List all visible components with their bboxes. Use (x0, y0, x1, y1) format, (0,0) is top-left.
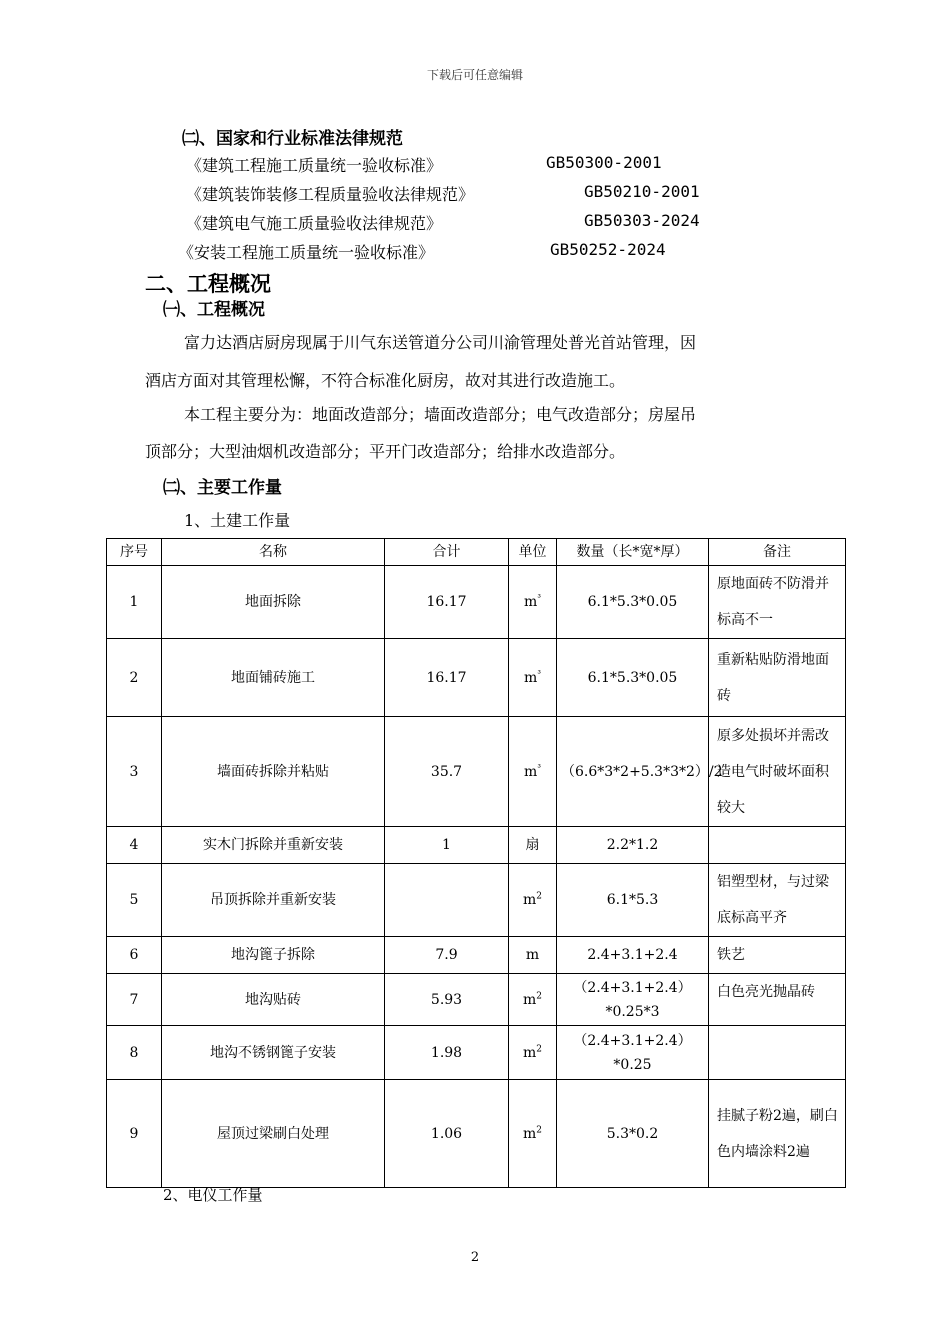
item-name: 地面铺砖施工 (162, 639, 385, 717)
row-number: 6 (107, 937, 162, 974)
item-name: 地面拆除 (162, 566, 385, 639)
item-quantity: 2.2*1.2 (557, 827, 709, 864)
column-header: 单位 (509, 539, 557, 566)
item-note (709, 827, 846, 864)
row-number: 2 (107, 639, 162, 717)
page-number: 2 (470, 1250, 480, 1265)
item-note (709, 1026, 846, 1080)
column-header: 合计 (385, 539, 509, 566)
item-note: 原多处损坏并需改造电气时破坏面积较大 (709, 717, 846, 827)
item-note: 重新粘贴防滑地面砖 (709, 639, 846, 717)
item-quantity: （2.4+3.1+2.4）*0.25 (557, 1026, 709, 1080)
item-note: 铝塑型材，与过梁底标高平齐 (709, 864, 846, 937)
table-row (107, 639, 846, 717)
unit-superscript: 2 (536, 990, 542, 1001)
item-total: 16.17 (385, 566, 509, 639)
overview-paragraph-line: 顶部分；大型油烟机改造部分；平开门改造部分；给排水改造部分。 (145, 442, 626, 461)
item-name: 屋顶过梁刷白处理 (162, 1080, 385, 1188)
item-note: 白色亮光抛晶砖 (709, 974, 846, 1026)
unit-superscript: ³ (537, 762, 541, 773)
electrical-workload-label: 2、电仪工作量 (163, 1186, 263, 1204)
unit-superscript: 2 (536, 1043, 542, 1054)
table-row (107, 937, 846, 974)
table-row (107, 864, 846, 937)
item-unit (509, 937, 557, 974)
unit-base: m (522, 1044, 537, 1061)
unit-superscript: ³ (537, 668, 541, 679)
unit-superscript: 2 (536, 1124, 542, 1135)
item-name: 地沟篦子拆除 (162, 937, 385, 974)
item-total: 16.17 (385, 639, 509, 717)
unit-base: m (522, 892, 537, 908)
table-row (107, 974, 846, 1026)
standard-code: GB50252-2024 (550, 240, 666, 259)
overview-paragraph-line: 本工程主要分为：地面改造部分；墙面改造部分；电气改造部分；房屋吊 (184, 405, 697, 424)
item-unit (509, 639, 557, 717)
standard-name: 《建筑电气施工质量验收法律规范》 (186, 214, 443, 233)
item-total: 7.9 (385, 937, 509, 974)
item-name: 吊顶拆除并重新安装 (162, 864, 385, 937)
unit-base: 扇 (525, 837, 540, 853)
table-header-row (107, 539, 846, 566)
item-note: 铁艺 (709, 937, 846, 974)
row-number: 1 (107, 566, 162, 639)
item-name: 地沟不锈钢篦子安装 (162, 1026, 385, 1080)
item-total: 1 (385, 827, 509, 864)
item-unit (509, 864, 557, 937)
row-number: 8 (107, 1026, 162, 1080)
item-quantity: （2.4+3.1+2.4）*0.25*3 (557, 974, 709, 1026)
table-row (107, 717, 846, 827)
item-name: 墙面砖拆除并粘贴 (162, 717, 385, 827)
item-unit (509, 827, 557, 864)
unit-base: m (525, 947, 540, 963)
table-row (107, 1080, 846, 1188)
unit-base: m (522, 1125, 537, 1142)
unit-base: m (524, 594, 538, 610)
unit-base: m (524, 763, 538, 780)
row-number: 4 (107, 827, 162, 864)
civil-workload-label: 1、土建工作量 (184, 511, 291, 530)
table-row (107, 566, 846, 639)
row-number: 3 (107, 717, 162, 827)
row-number: 5 (107, 864, 162, 937)
unit-superscript: 2 (536, 891, 542, 902)
item-name: 地沟贴砖 (162, 974, 385, 1026)
item-unit (509, 717, 557, 827)
item-quantity: 6.1*5.3*0.05 (557, 566, 709, 639)
table-row (107, 1026, 846, 1080)
civil-workload-table (106, 538, 846, 1188)
column-header: 备注 (709, 539, 846, 566)
table-row (107, 827, 846, 864)
item-total (385, 864, 509, 937)
item-total: 35.7 (385, 717, 509, 827)
overview-heading: 二、工程概况 (145, 272, 271, 296)
item-total: 1.06 (385, 1080, 509, 1188)
page-header: 下载后可任意编辑 (426, 68, 523, 82)
item-quantity: 6.1*5.3*0.05 (557, 639, 709, 717)
item-quantity: 5.3*0.2 (557, 1080, 709, 1188)
item-unit (509, 1080, 557, 1188)
item-quantity: （6.6*3*2+5.3*3*2）/2 (557, 717, 709, 827)
item-note: 挂腻子粉2遍，刷白色内墙涂料2遍 (709, 1080, 846, 1188)
column-header: 数量（长*宽*厚） (557, 539, 709, 566)
standards-heading: ㈡、国家和行业标准法律规范 (182, 129, 403, 149)
workload-subheading: ㈡、主要工作量 (163, 478, 282, 498)
item-note: 原地面砖不防滑并标高不一 (709, 566, 846, 639)
item-quantity: 2.4+3.1+2.4 (557, 937, 709, 974)
standard-name: 《安装工程施工质量统一验收标准》 (178, 243, 435, 262)
overview-paragraph-line: 酒店方面对其管理松懈，不符合标准化厨房，故对其进行改造施工。 (145, 371, 626, 390)
standard-code: GB50210-2001 (584, 182, 700, 201)
item-unit (509, 566, 557, 639)
item-unit (509, 974, 557, 1026)
unit-superscript: ³ (537, 593, 541, 604)
item-total: 5.93 (385, 974, 509, 1026)
standard-code: GB50300-2001 (546, 153, 662, 172)
standard-code: GB50303-2024 (584, 211, 700, 230)
overview-paragraph-line: 富力达酒店厨房现属于川气东送管道分公司川渝管理处普光首站管理，因 (184, 333, 697, 352)
unit-base: m (524, 669, 538, 686)
standard-name: 《建筑工程施工质量统一验收标准》 (186, 156, 443, 175)
standard-name: 《建筑装饰装修工程质量验收法律规范》 (186, 185, 475, 204)
overview-subheading: ㈠、工程概况 (163, 300, 265, 320)
item-total: 1.98 (385, 1026, 509, 1080)
item-quantity: 6.1*5.3 (557, 864, 709, 937)
unit-base: m (522, 991, 537, 1008)
column-header: 序号 (107, 539, 162, 566)
row-number: 7 (107, 974, 162, 1026)
item-name: 实木门拆除并重新安装 (162, 827, 385, 864)
column-header: 名称 (162, 539, 385, 566)
row-number: 9 (107, 1080, 162, 1188)
item-unit (509, 1026, 557, 1080)
